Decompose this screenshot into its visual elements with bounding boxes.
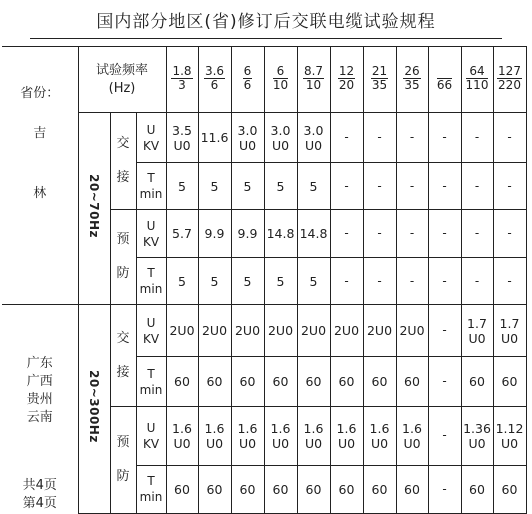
value-cell: - bbox=[428, 258, 461, 305]
voltage-denominator: 6 bbox=[243, 78, 252, 92]
value-cell bbox=[166, 113, 198, 163]
value-cell: - bbox=[461, 258, 493, 305]
unit-line: min bbox=[139, 187, 163, 201]
value-cell: - bbox=[493, 113, 526, 163]
voltage-fraction bbox=[371, 65, 388, 92]
voltage-numerator: 127 bbox=[498, 64, 521, 78]
table-row bbox=[2, 113, 526, 163]
value-line: U0 bbox=[205, 435, 224, 451]
frequency-range-cell bbox=[78, 305, 110, 514]
value-cell: - bbox=[396, 113, 428, 163]
value-line: 1.36 bbox=[463, 420, 491, 436]
value-cell: 5 bbox=[297, 163, 330, 210]
page-info-line: 共4页 bbox=[22, 478, 57, 493]
value-cell: 60 bbox=[493, 357, 526, 407]
value-line: U0 bbox=[468, 435, 486, 451]
value-cell: 60 bbox=[461, 357, 493, 407]
frequency-range-cell bbox=[78, 113, 110, 305]
value-cell: - bbox=[363, 210, 396, 258]
value-line: U0 bbox=[500, 330, 519, 346]
value-cell: - bbox=[363, 163, 396, 210]
unit-line: U bbox=[146, 218, 156, 233]
value-cell: - bbox=[493, 163, 526, 210]
voltage-denominator: 3 bbox=[178, 78, 186, 92]
voltage-class-header bbox=[461, 47, 493, 113]
value-cell: 60 bbox=[166, 465, 198, 513]
unit-line: KV bbox=[142, 436, 160, 451]
unit-line: KV bbox=[142, 331, 160, 346]
value-cell: - bbox=[461, 113, 493, 163]
test-frequency-header bbox=[78, 47, 166, 113]
province-name: 贵州 bbox=[26, 392, 53, 407]
unit-cell bbox=[136, 407, 166, 466]
table-row bbox=[2, 305, 526, 357]
page-info bbox=[2, 477, 78, 513]
unit-line: min bbox=[139, 282, 163, 296]
voltage-numerator bbox=[437, 65, 452, 79]
value-line: 1.6 bbox=[303, 420, 324, 436]
voltage-class-header bbox=[297, 47, 330, 113]
unit-line: U bbox=[146, 122, 156, 137]
value-cell: 60 bbox=[231, 357, 264, 407]
value-cell: 60 bbox=[493, 465, 526, 513]
province-cell bbox=[2, 113, 78, 305]
value-cell: 60 bbox=[461, 465, 493, 513]
value-cell bbox=[264, 407, 297, 466]
header-row bbox=[2, 47, 526, 113]
province-name: 广西 bbox=[26, 374, 53, 389]
value-cell: 5 bbox=[297, 258, 330, 305]
title-divider bbox=[30, 38, 502, 39]
unit-line: T bbox=[147, 266, 155, 280]
value-cell: 60 bbox=[166, 357, 198, 407]
value-cell bbox=[231, 407, 264, 466]
unit-line: U bbox=[146, 315, 156, 330]
voltage-class-header bbox=[264, 47, 297, 113]
test-frequency-unit: (Hz) bbox=[108, 80, 136, 96]
unit-line: T bbox=[147, 474, 155, 488]
value-cell: - bbox=[493, 210, 526, 258]
category-char: 预 bbox=[116, 232, 130, 247]
voltage-numerator: 26 bbox=[404, 64, 420, 78]
value-cell: 9.9 bbox=[198, 210, 231, 258]
value-cell bbox=[297, 113, 330, 163]
value-line: 3.0 bbox=[237, 122, 258, 138]
voltage-fraction bbox=[303, 65, 324, 92]
voltage-denominator: 35 bbox=[404, 78, 420, 92]
unit-line: min bbox=[139, 382, 163, 397]
unit-cell bbox=[136, 357, 166, 407]
value-cell: - bbox=[330, 210, 363, 258]
value-cell: - bbox=[428, 113, 461, 163]
value-cell: - bbox=[461, 163, 493, 210]
test-frequency-label: 试验频率 bbox=[95, 62, 148, 78]
value-line: 1.6 bbox=[270, 420, 291, 436]
page-info-line: 第4页 bbox=[22, 496, 57, 511]
unit-line: U bbox=[146, 420, 156, 435]
voltage-class-header bbox=[231, 47, 264, 113]
value-line: U0 bbox=[500, 435, 519, 451]
voltage-denominator: 66 bbox=[436, 78, 453, 92]
voltage-denominator: 220 bbox=[498, 78, 521, 92]
value-cell: 60 bbox=[396, 465, 428, 513]
unit-cell bbox=[136, 113, 166, 163]
value-cell: 2U0 bbox=[198, 305, 231, 357]
category-cell bbox=[110, 113, 136, 210]
value-cell: 60 bbox=[198, 465, 231, 513]
unit-line: T bbox=[147, 366, 155, 381]
value-cell: 14.8 bbox=[297, 210, 330, 258]
province-column-cell bbox=[2, 47, 78, 113]
value-line: 1.6 bbox=[172, 420, 192, 436]
voltage-fraction bbox=[338, 65, 355, 92]
value-cell: 9.9 bbox=[231, 210, 264, 258]
value-line: U0 bbox=[304, 137, 323, 153]
value-cell: - bbox=[428, 407, 461, 466]
value-cell: 2U0 bbox=[166, 305, 198, 357]
value-line: 3.5 bbox=[172, 122, 192, 138]
value-cell: 60 bbox=[330, 465, 363, 513]
unit-line: KV bbox=[142, 234, 160, 249]
category-char: 预 bbox=[116, 434, 130, 450]
value-cell: 2U0 bbox=[297, 305, 330, 357]
value-cell: 60 bbox=[231, 465, 264, 513]
value-cell: - bbox=[396, 210, 428, 258]
value-cell: 60 bbox=[264, 465, 297, 513]
value-cell: - bbox=[330, 163, 363, 210]
unit-line: min bbox=[139, 490, 163, 504]
voltage-fraction bbox=[466, 65, 489, 92]
voltage-fraction bbox=[497, 65, 522, 92]
category-char: 交 bbox=[116, 330, 130, 346]
category-char: 接 bbox=[116, 170, 130, 185]
value-line: 1.6 bbox=[336, 420, 357, 436]
value-line: 1.6 bbox=[369, 420, 390, 436]
value-line: 3.0 bbox=[270, 122, 291, 138]
value-line: 1.12 bbox=[495, 420, 524, 436]
value-cell bbox=[264, 113, 297, 163]
value-line: U0 bbox=[468, 330, 486, 346]
value-cell: 60 bbox=[297, 465, 330, 513]
voltage-numerator: 3.6 bbox=[204, 64, 225, 78]
value-cell: 2U0 bbox=[264, 305, 297, 357]
value-cell: - bbox=[428, 357, 461, 407]
voltage-denominator: 110 bbox=[465, 78, 489, 92]
value-cell: 5 bbox=[166, 163, 198, 210]
voltage-class-header bbox=[198, 47, 231, 113]
value-cell bbox=[461, 407, 493, 466]
value-cell: 5 bbox=[198, 163, 231, 210]
value-cell bbox=[493, 407, 526, 466]
voltage-class-header bbox=[363, 47, 396, 113]
unit-line: KV bbox=[142, 138, 160, 153]
category-cell bbox=[110, 210, 136, 305]
value-cell: - bbox=[330, 258, 363, 305]
unit-line: T bbox=[147, 171, 155, 185]
value-cell: 5 bbox=[231, 258, 264, 305]
unit-cell bbox=[136, 465, 166, 513]
value-cell: 60 bbox=[363, 357, 396, 407]
category-cell bbox=[110, 407, 136, 514]
value-cell: 60 bbox=[330, 357, 363, 407]
voltage-fraction bbox=[243, 65, 253, 92]
value-line: U0 bbox=[238, 435, 257, 451]
value-line: U0 bbox=[304, 435, 323, 451]
value-cell: 5.7 bbox=[166, 210, 198, 258]
value-line: 1.6 bbox=[237, 420, 258, 436]
value-cell: 60 bbox=[264, 357, 297, 407]
category-char: 接 bbox=[116, 364, 130, 380]
frequency-range: 20~300Hz bbox=[87, 369, 101, 443]
value-cell: 5 bbox=[198, 258, 231, 305]
voltage-fraction bbox=[171, 65, 192, 92]
value-line: U0 bbox=[403, 435, 421, 451]
voltage-numerator: 8.7 bbox=[303, 64, 324, 78]
voltage-denominator: 20 bbox=[338, 78, 355, 92]
value-cell bbox=[166, 407, 198, 466]
voltage-numerator: 6 bbox=[273, 65, 288, 79]
voltage-class-header bbox=[330, 47, 363, 113]
value-line: U0 bbox=[238, 137, 257, 153]
voltage-fraction bbox=[437, 65, 452, 92]
value-cell: 5 bbox=[231, 163, 264, 210]
category-char: 防 bbox=[116, 468, 130, 484]
unit-cell bbox=[136, 305, 166, 357]
voltage-denominator: 6 bbox=[210, 78, 219, 92]
value-line: 1.6 bbox=[204, 420, 225, 436]
voltage-denominator: 10 bbox=[272, 78, 289, 92]
value-cell: - bbox=[461, 210, 493, 258]
voltage-class-header bbox=[166, 47, 198, 113]
category-char: 防 bbox=[116, 266, 130, 281]
value-cell bbox=[330, 407, 363, 466]
value-cell: 2U0 bbox=[330, 305, 363, 357]
value-line: U0 bbox=[173, 435, 191, 451]
category-char: 交 bbox=[116, 136, 130, 151]
category-cell bbox=[110, 305, 136, 407]
value-line: 1.6 bbox=[402, 420, 422, 436]
value-cell bbox=[297, 407, 330, 466]
voltage-class-header bbox=[396, 47, 428, 113]
value-cell: 2U0 bbox=[396, 305, 428, 357]
value-cell: - bbox=[363, 258, 396, 305]
voltage-denominator: 10 bbox=[305, 78, 322, 92]
voltage-numerator: 6 bbox=[243, 64, 252, 78]
value-cell: - bbox=[428, 305, 461, 357]
province-name: 吉 bbox=[33, 125, 47, 141]
value-cell: - bbox=[396, 163, 428, 210]
province-label: 省份： bbox=[20, 86, 60, 101]
unit-cell bbox=[136, 163, 166, 210]
value-cell: - bbox=[428, 465, 461, 513]
value-cell: - bbox=[330, 113, 363, 163]
value-line: U0 bbox=[271, 435, 290, 451]
value-cell: 5 bbox=[264, 258, 297, 305]
value-cell: 2U0 bbox=[363, 305, 396, 357]
value-cell: 2U0 bbox=[231, 305, 264, 357]
value-cell bbox=[493, 305, 526, 357]
value-cell: - bbox=[493, 258, 526, 305]
province-name: 广东 bbox=[26, 356, 53, 371]
voltage-numerator: 12 bbox=[338, 64, 355, 78]
value-line: U0 bbox=[337, 435, 356, 451]
voltage-class-header bbox=[428, 47, 461, 113]
province-names bbox=[2, 125, 78, 203]
unit-cell bbox=[136, 258, 166, 305]
voltage-fraction bbox=[403, 65, 420, 92]
page-title: 国内部分地区(省)修订后交联电缆试验规程 bbox=[96, 12, 436, 32]
province-name: 林 bbox=[33, 185, 47, 201]
value-cell: 60 bbox=[363, 465, 396, 513]
voltage-fraction bbox=[273, 65, 288, 92]
voltage-fraction bbox=[204, 65, 225, 92]
province-names bbox=[2, 355, 78, 427]
value-cell: 11.6 bbox=[198, 113, 231, 163]
value-cell: 14.8 bbox=[264, 210, 297, 258]
value-line: U0 bbox=[173, 137, 191, 153]
voltage-numerator: 21 bbox=[371, 64, 388, 78]
value-line: 1.7 bbox=[467, 315, 487, 331]
unit-cell bbox=[136, 210, 166, 258]
value-cell bbox=[363, 407, 396, 466]
value-line: U0 bbox=[271, 137, 290, 153]
voltage-class-header bbox=[493, 47, 526, 113]
value-cell: - bbox=[428, 210, 461, 258]
value-cell: 60 bbox=[297, 357, 330, 407]
value-cell bbox=[461, 305, 493, 357]
province-cell bbox=[2, 305, 78, 514]
value-cell: - bbox=[396, 258, 428, 305]
value-line: 3.0 bbox=[303, 122, 324, 138]
value-cell bbox=[231, 113, 264, 163]
voltage-denominator: 35 bbox=[371, 78, 388, 92]
value-cell: 60 bbox=[396, 357, 428, 407]
value-cell bbox=[396, 407, 428, 466]
value-cell: - bbox=[428, 163, 461, 210]
voltage-numerator: 1.8 bbox=[172, 64, 192, 78]
voltage-numerator: 64 bbox=[466, 65, 489, 79]
value-cell: 5 bbox=[264, 163, 297, 210]
frequency-range: 20~70Hz bbox=[87, 174, 101, 238]
value-cell: 5 bbox=[166, 258, 198, 305]
province-name: 云南 bbox=[26, 410, 53, 425]
test-spec-table bbox=[2, 46, 527, 514]
value-line: 1.7 bbox=[499, 315, 520, 331]
value-line: U0 bbox=[370, 435, 389, 451]
value-cell bbox=[198, 407, 231, 466]
value-cell: 60 bbox=[198, 357, 231, 407]
value-cell: - bbox=[363, 113, 396, 163]
